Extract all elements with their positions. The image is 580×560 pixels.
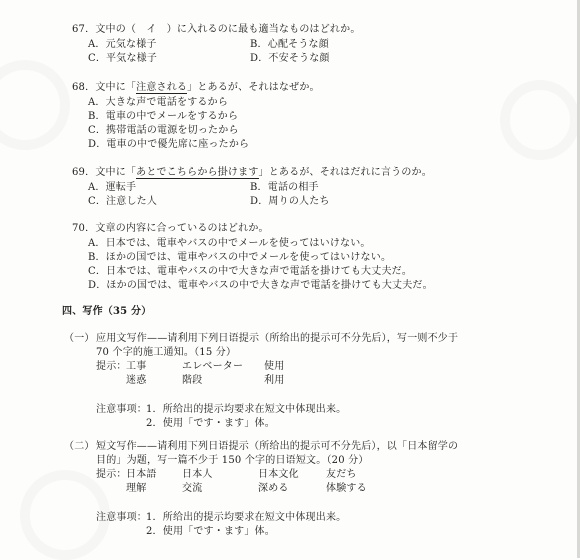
part1-hint-word: 階段: [182, 375, 203, 386]
section-heading: 四、写作（35 分）: [62, 306, 152, 317]
part1-instruction-line2: 70 个字的施工通知。（15 分）: [96, 347, 237, 358]
part2-note: 1．所给出的提示均要求在短文中体现出来。: [146, 512, 347, 523]
q70-option-b: B．ほかの国では、電車やバスの中でメールを使ってはいけない。: [88, 252, 392, 263]
part2-hint-word: 深める: [258, 483, 289, 494]
part2-hint-word: 交流: [182, 483, 203, 494]
part2-hint-word: 友だち: [326, 469, 357, 480]
part2-hint-word: 日本人: [182, 469, 213, 480]
q70-stem: 70．文章の内容に合っているのはどれか。: [72, 223, 269, 234]
q69-underlined-phrase: あとでこちらから掛けます: [136, 167, 259, 178]
part2-hint-label: 提示：: [96, 469, 127, 480]
q69-stem: [72, 167, 432, 179]
part1-instruction-line1: 应用文写作——请利用下列日语提示（所给出的提示可不分先后），写一则不少于: [96, 333, 459, 344]
q69-option-a: A．運転手: [88, 182, 137, 193]
q68-stem-post: 」とあるが、それはなぜか。: [187, 82, 320, 93]
q68-stem-pre: 68．文中に「: [72, 82, 137, 93]
q69-option-c: C．注意した人: [88, 196, 158, 207]
part1-number: （一）: [64, 333, 95, 344]
q69-stem-post: 」とあるが、それはだれに言うのか。: [258, 167, 432, 178]
part2-number: （二）: [64, 441, 95, 452]
part2-instruction-line1: 短文写作——请利用下列日语提示（所给出的提示可不分先后），以「日本留学の: [96, 441, 459, 452]
part1-note: 1．所给出的提示均要求在短文中体现出来。: [146, 404, 347, 415]
q70-option-a: A．日本では、電車やバスの中でメールを使ってはいけない。: [88, 238, 371, 249]
part2-instruction-line2: 目的」为题，写一篇不少于 150 个字的日语短文。（20 分）: [96, 455, 369, 466]
part2-hint-word: 日本語: [126, 469, 157, 480]
part1-note-label: 注意事项：: [96, 404, 147, 415]
q68-option-d: D．電車の中で優先席に座ったから: [88, 139, 250, 150]
q69-option-b: B．電話の相手: [250, 182, 319, 193]
q70-option-d: D．ほかの国では、電車やバスの中で大きな声で電話を掛けても大丈夫だ。: [88, 280, 433, 291]
part1-hint-word: 迷惑: [126, 375, 147, 386]
q68-option-a: A．大きな声で電話をするから: [88, 97, 229, 108]
q69-stem-pre: 69．文中に「: [72, 167, 137, 178]
q67-stem: 67．文中の（ イ ）に入れるのに最も適当なものはどれか。: [72, 24, 361, 35]
part1-hint-word: 工事: [126, 361, 147, 372]
q67-option-b: B．心配そうな顔: [250, 39, 329, 50]
watermark-ring-left: [0, 60, 70, 150]
part2-note-label: 注意事项：: [96, 512, 147, 523]
q70-option-c: C．日本では、電車やバスの中で大きな声で電話を掛けても大丈夫だ。: [88, 266, 413, 277]
part2-note: 2．使用「です・ます」体。: [146, 526, 275, 537]
q67-option-c: C．平気な様子: [88, 53, 158, 64]
watermark-ring-right: [500, 80, 580, 160]
part2-hint-word: 日本文化: [258, 469, 299, 480]
part1-hint-word: 利用: [264, 375, 285, 386]
part2-hint-word: 理解: [126, 483, 147, 494]
part1-hint-word: エレベーター: [182, 361, 244, 372]
part2-hint-word: 体験する: [326, 483, 367, 494]
q67-option-d: D．不安そうな顔: [250, 53, 330, 64]
part1-note: 2．使用「です・ます」体。: [146, 418, 275, 429]
q67-option-a: A．元気な様子: [88, 39, 157, 50]
part1-hint-label: 提示：: [96, 361, 127, 372]
q68-underlined-phrase: 注意される: [136, 82, 188, 93]
q68-option-c: C．携帯電話の電源を切ったから: [88, 125, 239, 136]
q68-stem: [72, 82, 320, 94]
q69-option-d: D．周りの人たち: [250, 196, 330, 207]
q68-option-b: B．電車の中でメールをするから: [88, 111, 239, 122]
part1-hint-word: 使用: [264, 361, 285, 372]
